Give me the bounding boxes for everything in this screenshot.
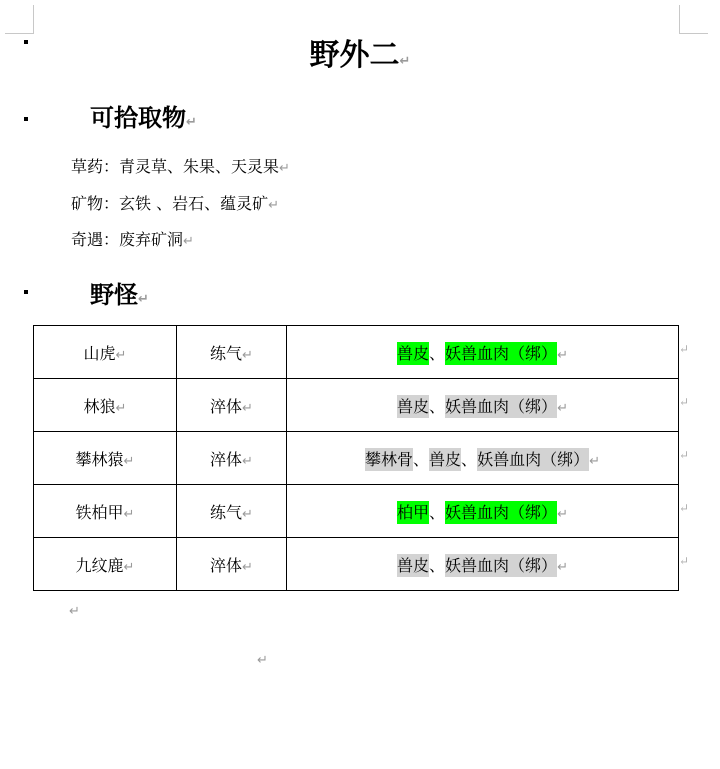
end-of-row-mark: ↵: [679, 501, 690, 515]
drop-item: 、: [429, 343, 446, 363]
paragraph-mark: ↵: [186, 115, 197, 130]
body-line-minerals[interactable]: 矿物：玄铁 、岩石、蕴灵矿↵: [71, 194, 279, 213]
drop-item: 兽皮: [397, 555, 430, 575]
table-row: [34, 379, 679, 432]
paragraph-mark: ↵: [268, 198, 279, 213]
monster-realm-cell[interactable]: [177, 485, 287, 538]
paragraph-mark: ↵: [557, 400, 568, 416]
end-of-row-mark: ↵: [679, 554, 690, 568]
empty-paragraph-mark[interactable]: ↵: [257, 653, 268, 668]
monster-realm-cell-text: 淬体: [210, 555, 243, 575]
monster-realm-cell[interactable]: [177, 379, 287, 432]
monster-realm-cell[interactable]: [177, 432, 287, 485]
drop-item: 、: [429, 502, 446, 522]
paragraph-mark: ↵: [242, 559, 253, 575]
monster-name-cell-text: 林狼: [83, 396, 116, 416]
monster-name-cell[interactable]: [34, 485, 177, 538]
drop-item: 妖兽血肉（绑）: [477, 449, 590, 469]
drop-item: 妖兽血肉（绑）: [445, 555, 558, 575]
list-bullet: [24, 290, 28, 294]
drop-item: 妖兽血肉（绑）: [445, 502, 558, 522]
monster-name-cell[interactable]: [34, 379, 177, 432]
monster-drops-cell[interactable]: [287, 485, 679, 538]
paragraph-mark: ↵: [399, 54, 411, 69]
drop-item: 、: [429, 396, 446, 416]
paragraph-mark: ↵: [242, 453, 253, 469]
drop-item: 、: [429, 555, 446, 575]
monster-realm-cell[interactable]: [177, 538, 287, 591]
monster-realm-cell[interactable]: [177, 326, 287, 379]
monster-drops-cell[interactable]: [287, 326, 679, 379]
document-title[interactable]: 野外二↵: [309, 38, 411, 73]
section-heading-monsters[interactable]: 野怪↵: [90, 281, 149, 309]
paragraph-mark: ↵: [115, 400, 127, 416]
paragraph-mark: ↵: [279, 161, 290, 176]
section-heading-pickups[interactable]: 可拾取物↵: [90, 104, 197, 132]
monster-name-cell-text: 铁柏甲: [75, 502, 124, 522]
drop-item: 兽皮: [397, 343, 430, 363]
monster-table: [33, 325, 679, 591]
table-row: [34, 485, 679, 538]
table-row: [34, 432, 679, 485]
monster-name-cell-text: 九纹鹿: [75, 555, 124, 575]
body-line-encounters[interactable]: 奇遇：废弃矿洞↵: [71, 230, 194, 249]
paragraph-mark: ↵: [183, 234, 194, 249]
paragraph-mark: ↵: [123, 506, 135, 522]
monster-realm-cell-text: 练气: [210, 502, 243, 522]
monster-drops-cell[interactable]: [287, 379, 679, 432]
paragraph-mark: ↵: [123, 453, 135, 469]
body-line-herbs[interactable]: 草药：青灵草、朱果、天灵果↵: [71, 157, 290, 176]
paragraph-mark: ↵: [589, 453, 600, 469]
monster-realm-cell-text: 练气: [210, 343, 243, 363]
crop-mark-top-left: [5, 5, 34, 34]
monster-drops-cell[interactable]: [287, 538, 679, 591]
end-of-row-mark: ↵: [679, 395, 690, 409]
monster-realm-cell-text: 淬体: [210, 396, 243, 416]
monster-drops-cell[interactable]: [287, 432, 679, 485]
paragraph-mark: ↵: [123, 559, 135, 575]
list-bullet: [24, 117, 28, 121]
crop-mark-top-right: [679, 5, 708, 34]
paragraph-mark: ↵: [557, 347, 568, 363]
drop-item: 、: [413, 449, 430, 469]
paragraph-mark: ↵: [115, 347, 127, 363]
table-row: [34, 326, 679, 379]
monster-name-cell-text: 山虎: [83, 343, 116, 363]
drop-item: 、: [461, 449, 478, 469]
paragraph-mark: ↵: [242, 400, 253, 416]
paragraph-mark: ↵: [242, 506, 253, 522]
end-of-row-mark: ↵: [679, 342, 690, 356]
drop-item: 柏甲: [397, 502, 430, 522]
monster-realm-cell-text: 淬体: [210, 449, 243, 469]
monster-name-cell[interactable]: [34, 326, 177, 379]
table-row: [34, 538, 679, 591]
drop-item: 妖兽血肉（绑）: [445, 343, 558, 363]
monster-name-cell[interactable]: [34, 432, 177, 485]
paragraph-mark: ↵: [557, 559, 568, 575]
drop-item: 兽皮: [397, 396, 430, 416]
paragraph-mark: ↵: [242, 347, 253, 363]
monster-name-cell-text: 攀林猿: [75, 449, 124, 469]
paragraph-mark: ↵: [557, 506, 568, 522]
drop-item: 妖兽血肉（绑）: [445, 396, 558, 416]
end-of-row-mark: ↵: [679, 448, 690, 462]
monster-name-cell[interactable]: [34, 538, 177, 591]
empty-paragraph-mark[interactable]: ↵: [69, 604, 80, 619]
drop-item: 攀林骨: [365, 449, 414, 469]
paragraph-mark: ↵: [138, 292, 149, 307]
drop-item: 兽皮: [429, 449, 462, 469]
